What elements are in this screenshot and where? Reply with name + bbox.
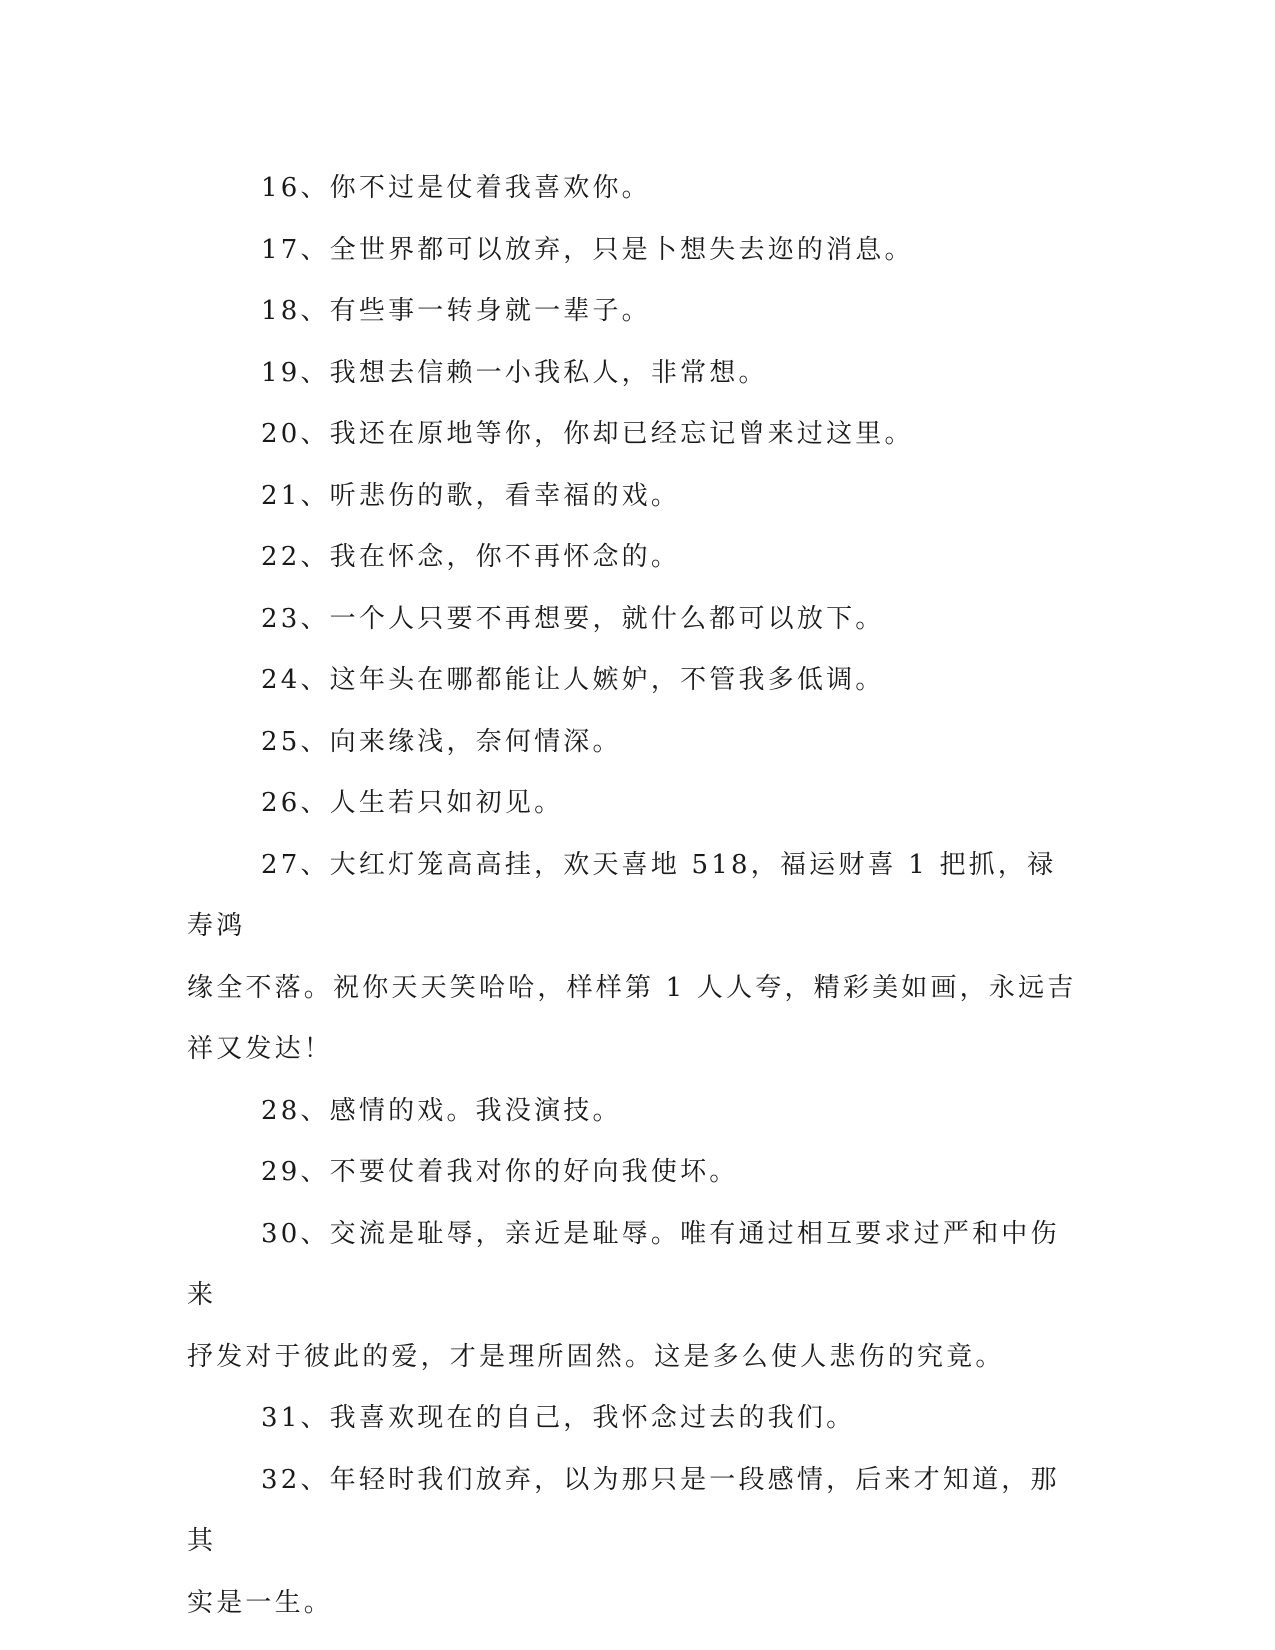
paragraph-line: 29、不要仗着我对你的好向我使坏。 xyxy=(261,1157,739,1187)
paragraph-25 xyxy=(187,712,1077,774)
paragraph-28 xyxy=(187,1081,1077,1143)
paragraph-line: 27、大红灯笼高高挂，欢天喜地 518，福运财喜 1 把抓，禄寿鸿 xyxy=(187,849,1057,941)
paragraph-line: 19、我想去信赖一小我私人，非常想。 xyxy=(261,357,768,388)
document-body xyxy=(187,158,1077,1634)
paragraph-21 xyxy=(187,466,1077,528)
paragraph-22 xyxy=(187,527,1077,589)
paragraph-17 xyxy=(187,220,1077,282)
paragraph-31 xyxy=(187,1388,1077,1450)
paragraph-32 xyxy=(187,1450,1077,1635)
paragraph-line: 16、你不过是仗着我喜欢你。 xyxy=(261,173,651,203)
paragraph-line: 22、我在怀念，你不再怀念的。 xyxy=(261,542,681,572)
paragraph-line: 24、这年头在哪都能让人嫉妒，不管我多低调。 xyxy=(261,665,885,695)
paragraph-line: 缘全不落。祝你天天笑哈哈，样样第 1 人人夸，精彩美如画，永远吉 xyxy=(187,972,1077,1003)
paragraph-line: 25、向来缘浅，奈何情深。 xyxy=(261,726,622,757)
paragraph-23 xyxy=(187,589,1077,651)
paragraph-30 xyxy=(187,1204,1077,1389)
paragraph-20 xyxy=(187,404,1077,466)
paragraph-line: 祥又发达！ xyxy=(187,1034,334,1064)
paragraph-line: 18、有些事一转身就一辈子。 xyxy=(261,296,651,326)
paragraph-line: 28、感情的戏。我没演技。 xyxy=(261,1095,622,1126)
paragraph-line: 23、一个人只要不再想要，就什么都可以放下。 xyxy=(261,603,885,634)
paragraph-line: 17、全世界都可以放弃，只是卜想失去迩的消息。 xyxy=(261,234,914,265)
paragraph-line: 实是一生。 xyxy=(187,1587,334,1618)
paragraph-26 xyxy=(187,773,1077,835)
paragraph-19 xyxy=(187,343,1077,405)
paragraph-line: 30、交流是耻辱，亲近是耻辱。唯有通过相互要求过严和中伤来 xyxy=(187,1218,1060,1310)
paragraph-line: 26、人生若只如初见。 xyxy=(261,788,564,818)
paragraph-24 xyxy=(187,650,1077,712)
paragraph-line: 32、年轻时我们放弃，以为那只是一段感情，后来才知道，那其 xyxy=(187,1464,1060,1556)
paragraph-16 xyxy=(187,158,1077,220)
paragraph-29 xyxy=(187,1142,1077,1204)
paragraph-line: 21、听悲伤的歌，看幸福的戏。 xyxy=(261,480,681,511)
paragraph-line: 31、我喜欢现在的自己，我怀念过去的我们。 xyxy=(261,1403,856,1433)
paragraph-18 xyxy=(187,281,1077,343)
paragraph-line: 抒发对于彼此的爱，才是理所固然。这是多么使人悲伤的究竟。 xyxy=(187,1341,1005,1372)
paragraph-27 xyxy=(187,835,1077,1081)
paragraph-line: 20、我还在原地等你，你却已经忘记曾来过这里。 xyxy=(261,419,914,449)
